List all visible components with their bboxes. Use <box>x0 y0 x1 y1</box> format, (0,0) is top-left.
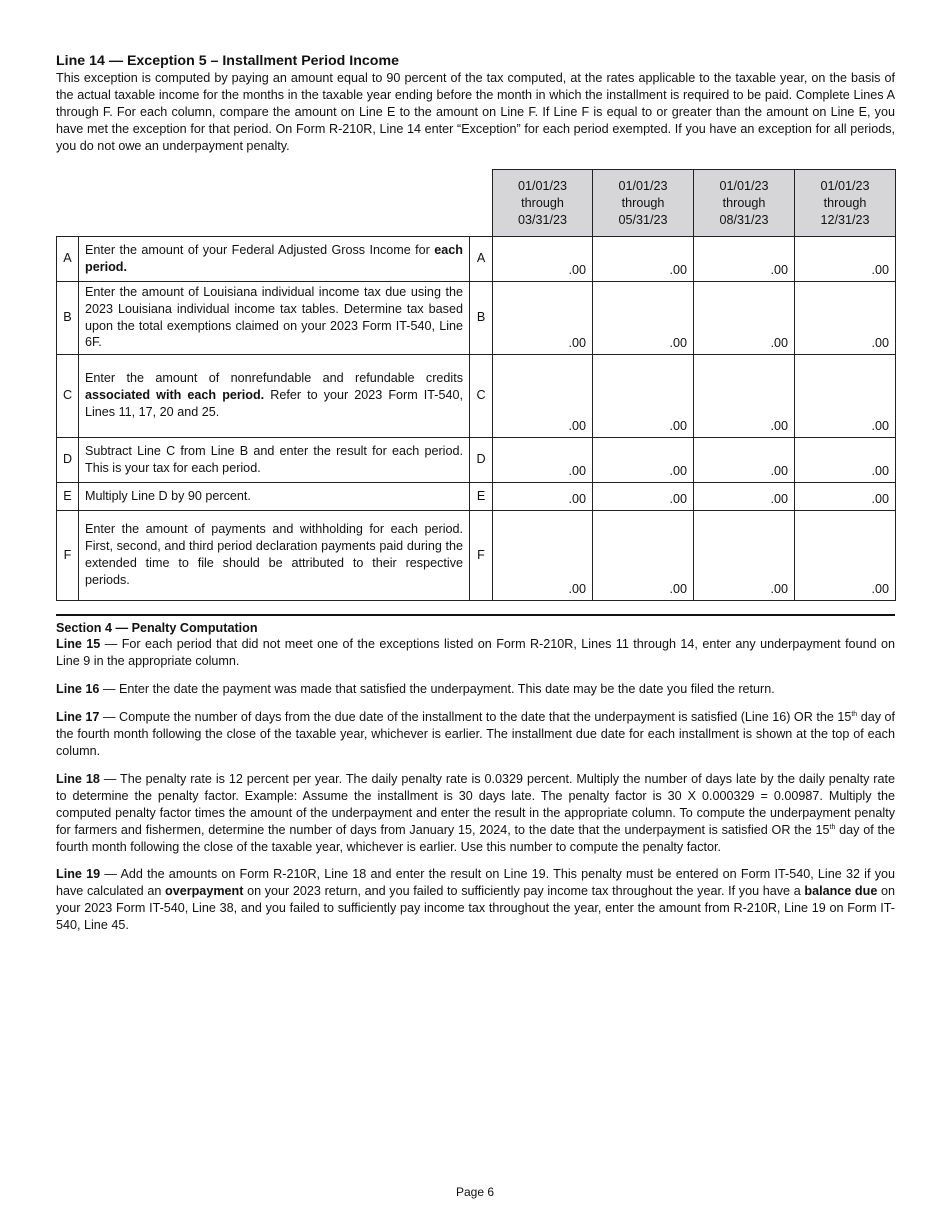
amount-field[interactable]: .00 <box>694 281 795 354</box>
line-19-paragraph: Line 19 — Add the amounts on Form R-210R, Line 18 and enter the result on Line 19. This penalty must be entered on Form IT-540, Line 32 if you have calculated an overpayment on your 2023 return, and you failed to sufficiently pay income tax throughout the year. If you have a balance due on your 2023 Form IT-540, Line 38, and you failed to sufficiently pay income tax throughout the year, enter the amount from R-210R, Line 19 on Form IT-540, Line 45. <box>56 867 895 933</box>
amount-field[interactable]: .00 <box>493 437 593 482</box>
row-letter: A <box>57 236 79 281</box>
period-header-4: 01/01/23 through 12/31/23 <box>795 169 896 236</box>
amount-field[interactable]: .00 <box>795 236 896 281</box>
amount-field[interactable]: .00 <box>593 281 694 354</box>
row-letter: C <box>57 354 79 437</box>
row-letter: F <box>57 510 79 600</box>
page-content <box>56 52 895 934</box>
section-title: Line 14 — Exception 5 – Installment Period Income <box>56 53 399 69</box>
period-header-2: 01/01/23 through 05/31/23 <box>593 169 694 236</box>
line-e-row <box>57 482 896 510</box>
amount-field[interactable]: .00 <box>493 510 593 600</box>
amount-field[interactable]: .00 <box>694 482 795 510</box>
intro-paragraph: This exception is computed by paying an amount equal to 90 percent of the tax computed, at the rates applicable to the taxable year, on the basis of the actual taxable income for the months in the taxable year ending before the month in which the installment is required to be paid. Complete Lines A through F. For each column, compare the amount on Line E to the amount on Line F. If Line F is equal to or greater than the amount on Line E, you have met the exception for that period. On Form R-210R, Line 14 enter “Exception” for each period exempted. If you have an exception for all periods, you do not owe an underpayment penalty. <box>56 71 895 153</box>
row-letter: B <box>57 281 79 354</box>
amount-field[interactable]: .00 <box>493 354 593 437</box>
amount-field[interactable]: .00 <box>593 437 694 482</box>
line-16-paragraph: Line 16 — Enter the date the payment was made that satisfied the underpayment. This date may be the date you filed the return. <box>56 682 775 697</box>
amount-field[interactable]: .00 <box>795 510 896 600</box>
line-f-row <box>57 510 896 600</box>
amount-field[interactable]: .00 <box>694 437 795 482</box>
line-b-row <box>57 281 896 354</box>
row-description: Subtract Line C from Line B and enter the result for each period. This is your tax for each period. <box>79 437 470 482</box>
row-description: Multiply Line D by 90 percent. <box>79 482 470 510</box>
exception-5-table <box>56 169 896 601</box>
line-a-row <box>57 236 896 281</box>
row-letter: D <box>57 437 79 482</box>
row-description: Enter the amount of your Federal Adjusted Gross Income for each period. <box>79 236 470 281</box>
period-header-row <box>57 169 896 236</box>
amount-field[interactable]: .00 <box>593 354 694 437</box>
amount-field[interactable]: .00 <box>493 281 593 354</box>
row-letter-right: D <box>470 437 493 482</box>
row-letter-right: F <box>470 510 493 600</box>
section-4-title: Section 4 — Penalty Computation <box>56 620 258 635</box>
amount-field[interactable]: .00 <box>694 510 795 600</box>
row-letter-right: C <box>470 354 493 437</box>
period-header-3: 01/01/23 through 08/31/23 <box>694 169 795 236</box>
amount-field[interactable]: .00 <box>795 482 896 510</box>
row-description: Enter the amount of nonrefundable and refundable credits associated with each period. Refer to your 2023 Form IT-540, Lines 11, 17, 20 and 25. <box>79 354 470 437</box>
amount-field[interactable]: .00 <box>795 437 896 482</box>
amount-field[interactable]: .00 <box>493 482 593 510</box>
row-letter-right: B <box>470 281 493 354</box>
amount-field[interactable]: .00 <box>795 354 896 437</box>
line-17-paragraph: Line 17 — Compute the number of days from the due date of the installment to the date that the underpayment is satisfied (Line 16) OR the 15th day of the fourth month following the close of the taxable year, whichever is earlier. The installment due date for each installment is shown at the top of each column. <box>56 710 895 758</box>
line-15-paragraph: Line 15 — For each period that did not meet one of the exceptions listed on Form R-210R, Lines 11 through 14, enter any underpayment found on Line 9 in the appropriate column. <box>56 637 895 669</box>
amount-field[interactable]: .00 <box>795 281 896 354</box>
row-letter-right: E <box>470 482 493 510</box>
amount-field[interactable]: .00 <box>593 482 694 510</box>
row-letter: E <box>57 482 79 510</box>
amount-field[interactable]: .00 <box>593 510 694 600</box>
section-divider <box>56 614 895 616</box>
amount-field[interactable]: .00 <box>593 236 694 281</box>
line-c-row <box>57 354 896 437</box>
row-letter-right: A <box>470 236 493 281</box>
amount-field[interactable]: .00 <box>694 236 795 281</box>
line-d-row <box>57 437 896 482</box>
page-number: Page 6 <box>455 1185 495 1199</box>
row-description: Enter the amount of Louisiana individual income tax due using the 2023 Louisiana individual income tax tables. Determine tax based upon the total exemptions claimed on your 2023 Form IT-540, Line 6F. <box>79 281 470 354</box>
period-header-1: 01/01/23 through 03/31/23 <box>493 169 593 236</box>
line-18-paragraph: Line 18 — The penalty rate is 12 percent per year. The daily penalty rate is 0.0329 percent. Multiply the number of days late by the daily penalty rate to determine the penalty factor. Example: Assume the installment is 30 days late. The penalty factor is 30 X 0.000329 = 0.00987. Multiply the computed penalty factor times the amount of the underpayment and enter the result in the appropriate column. To compute the underpayment penalty for farmers and fishermen, determine the number of days from January 15, 2024, to the date that the underpayment is satisfied OR the 15th day of the fourth month following the close of the taxable year, whichever is earlier. Use this number to compute the penalty factor. <box>56 771 895 854</box>
amount-field[interactable]: .00 <box>694 354 795 437</box>
row-description: Enter the amount of payments and withholding for each period. First, second, and third period declaration payments paid during the extended time to file should be attributed to their respective periods. <box>79 510 470 600</box>
amount-field[interactable]: .00 <box>493 236 593 281</box>
